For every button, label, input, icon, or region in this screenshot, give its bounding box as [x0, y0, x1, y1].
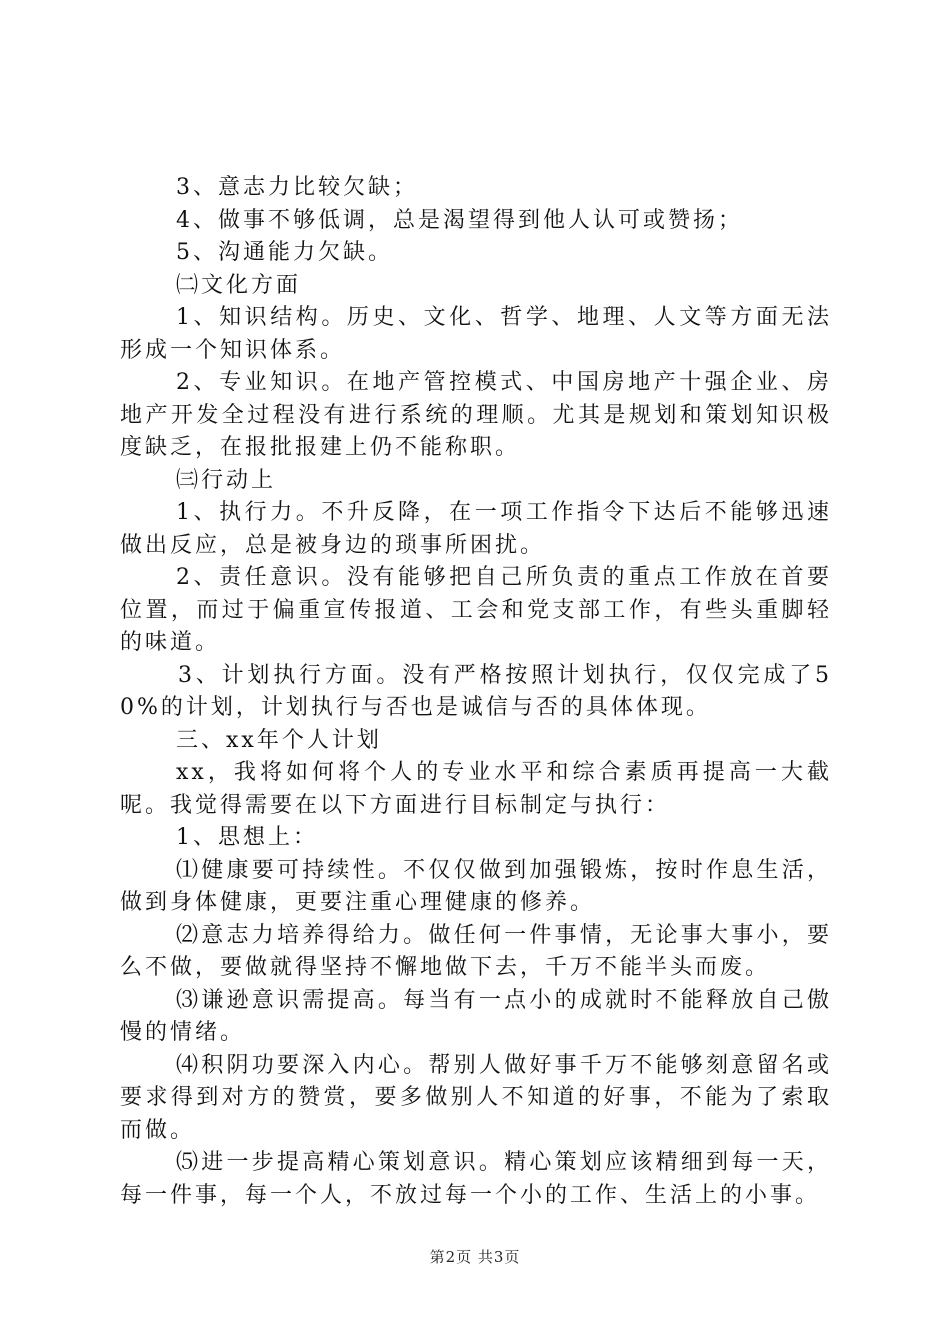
- document-body: [120, 172, 832, 1212]
- paragraph-knowledge-structure: 1、知识结构。历史、文化、哲学、地理、人文等方面无法形成一个知识体系。: [120, 305, 832, 363]
- paragraph-responsibility: 2、责任意识。没有能够把自己所负责的重点工作放在首要位置，而过于偏重宣传报道、工会和党支部工作，有些头重脚轻的味道。: [120, 565, 832, 655]
- subheading-thinking: 1、思想上：: [176, 825, 318, 850]
- section-heading-culture: ㈡文化方面: [176, 272, 302, 298]
- list-item-willpower: ⑵意志力培养得给力。做任何一件事情，无论事大事小，要么不做，要做就得坚持不懈地做下去，千万不能半头而废。: [120, 922, 832, 980]
- page-number-footer: 第2页 共3页: [429, 1248, 521, 1266]
- paragraph-plan-execution: 3、计划执行方面。没有严格按照计划执行，仅仅完成了50%的计划，计划执行与否也是诚信与否的具体体现。: [120, 662, 832, 720]
- section-heading-action: ㈢行动上: [176, 467, 277, 493]
- paragraph-weakness-3: 3、意志力比较欠缺；: [176, 175, 418, 200]
- paragraph-plan-intro: xx，我将如何将个人的专业水平和综合素质再提高一大截呢。我觉得需要在以下方面进行目标制定与执行：: [120, 760, 832, 818]
- section-heading-personal-plan: 三、xx年个人计划: [176, 727, 382, 753]
- paragraph-professional-knowledge: 2、专业知识。在地产管控模式、中国房地产十强企业、房地产开发全过程没有进行系统的理顺。尤其是规划和策划知识极度缺乏，在报批报建上仍不能称职。: [120, 370, 832, 460]
- list-item-health: ⑴健康要可持续性。不仅仅做到加强锻炼，按时作息生活，做到身体健康，更要注重心理健康的修养。: [120, 857, 832, 915]
- paragraph-weakness-5: 5、沟通能力欠缺。: [176, 240, 393, 265]
- list-item-planning: ⑸进一步提高精心策划意识。精心策划应该精细到每一天，每一件事，每一个人，不放过每一个小的工作、生活上的小事。: [120, 1150, 832, 1208]
- list-item-modesty: ⑶谦逊意识需提高。每当有一点小的成就时不能释放自己傲慢的情绪。: [120, 987, 832, 1045]
- list-item-good-deeds: ⑷积阴功要深入内心。帮别人做好事千万不能够刻意留名或要求得到对方的赞赏，要多做别人不知道的好事，不能为了索取而做。: [120, 1052, 832, 1143]
- paragraph-weakness-4: 4、做事不够低调，总是渴望得到他人认可或赞扬；: [176, 207, 743, 233]
- paragraph-execution: 1、执行力。不升反降，在一项工作指令下达后不能够迅速做出反应，总是被身边的琐事所困扰。: [120, 500, 832, 558]
